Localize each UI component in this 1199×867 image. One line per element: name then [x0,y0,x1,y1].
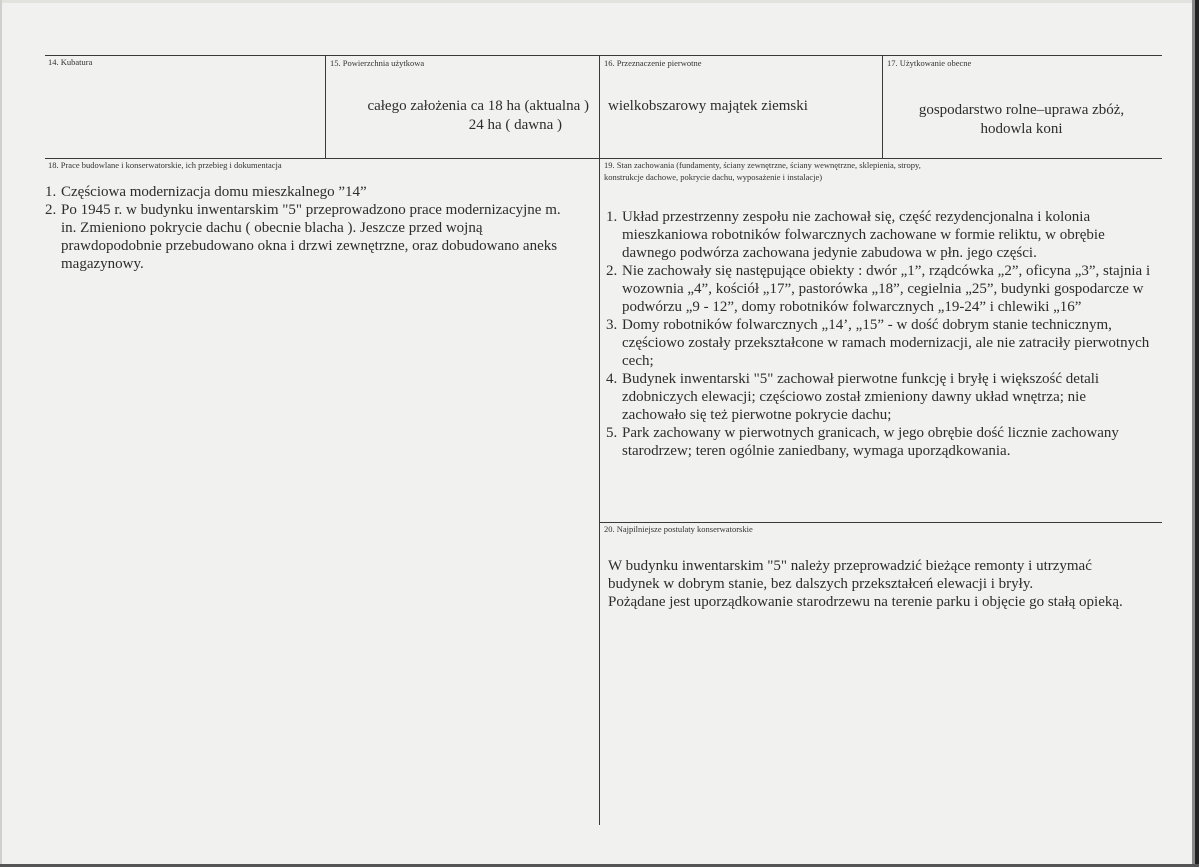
field19-item: 3. Domy robotników folwarcznych „14’, „15” - w dość dobrym stanie technicznym, częściowo zostały przekształcone w ramach modernizacji, ale nie zatraciły pierwotnych cech; [606,317,1150,369]
field19-item: 1. Układ przestrzenny zespołu nie zachował się, część rezydencjonalna i kolonia mieszkaniowa robotników folwarcznych zachowane w formie reliktu, w obrębie dawnego podwórza zachowana jedynie zabudowa w płn. jego części. [606,209,1105,261]
scan-edge-left [0,0,2,867]
top-border [45,55,1162,56]
field16-value: wielkobszarowy majątek ziemski [608,98,808,114]
scan-edge-top [0,0,1199,3]
scan-edge-right [1195,0,1199,867]
field17-value-line2: hodowla koni [980,121,1063,137]
field14-label: 14. Kubatura [48,57,93,67]
field15-value-line2: 24 ha ( dawna ) [468,117,562,133]
field18-item: 1. Częściowa modernizacja domu mieszkalnego ”14” [45,184,367,200]
col1-divider [325,55,326,159]
field17-value-line1: gospodarstwo rolne–uprawa zbóż, [918,102,1125,118]
field19-list [606,208,1151,460]
row1-bottom-border [45,158,1162,159]
field20-paragraph: W budynku inwentarskim "5" należy przeprowadzić bieżące remonty i utrzymać budynek w dobrym stanie, bez dalszych przekształceń elewacji i bryły. [608,558,1092,592]
field18-list [45,183,575,273]
field15-value-line1: całego założenia ca 18 ha (aktualna ) [367,98,589,114]
field19-item: 5. Park zachowany w pierwotnych granicach, w jego obrębie dość licznie zachowany starodrzew; teren ogólnie zaniedbany, wymaga uporządkowania. [606,425,1119,459]
field17-label: 17. Użytkowanie obecne [887,58,972,68]
col2-divider [599,55,600,825]
field20-text [608,557,1136,611]
field20-paragraph: Pożądane jest uporządkowanie starodrzewu na terenie parku i objęcie go stałą opieką. [608,594,1123,610]
col3-divider [882,55,883,159]
field19-item: 4. Budynek inwentarski "5" zachował pierwotne funkcję i bryłę i większość detali zdobniczych elewacji; częściowo został zmieniony dawny układ wnętrza; nie zachowało się też pierwotne pokrycie dachu; [606,371,1100,423]
field19-item: 2. Nie zachowały się następujące obiekty : dwór „1”, rządcówka „2”, oficyna „3”, stajnia i wozownia „4”, kościół „17”, pastorówka „18”, cegielnia „25”, budynki gospodarcze w podwórzu „9 - 12”, domy robotników folwarcznych „19-24” i chlewiki „16” [606,263,1151,315]
field19-label-line2: konstrukcje dachowe, pokrycie dachu, wyposażenie i instalacje) [604,172,823,182]
field18-label: 18. Prace budowlane i konserwatorskie, ich przebieg i dokumentacja [48,160,282,170]
field18-item: 2. Po 1945 r. w budynku inwentarskim "5" przeprowadzono prace modernizacyjne m. in. Zmieniono pokrycie dachu ( obecnie blacha ). Jeszcze przed wojną prawdopodobnie przebudowano okna i drzwi zewnętrzne, oraz dobudowano aneks magazynowy. [45,202,561,272]
field15-label: 15. Powierzchnia użytkowa [330,58,425,68]
field19-label-line1: 19. Stan zachowania (fundamenty, ściany zewnętrzne, ściany wewnętrzne, sklepienia, stropy, [604,160,921,170]
field20-label: 20. Najpilniejsze postulaty konserwatorskie [604,524,753,534]
record-card-form [45,55,1162,825]
field16-label: 16. Przeznaczenie pierwotne [604,58,702,68]
field19-bottom-border [599,522,1162,523]
